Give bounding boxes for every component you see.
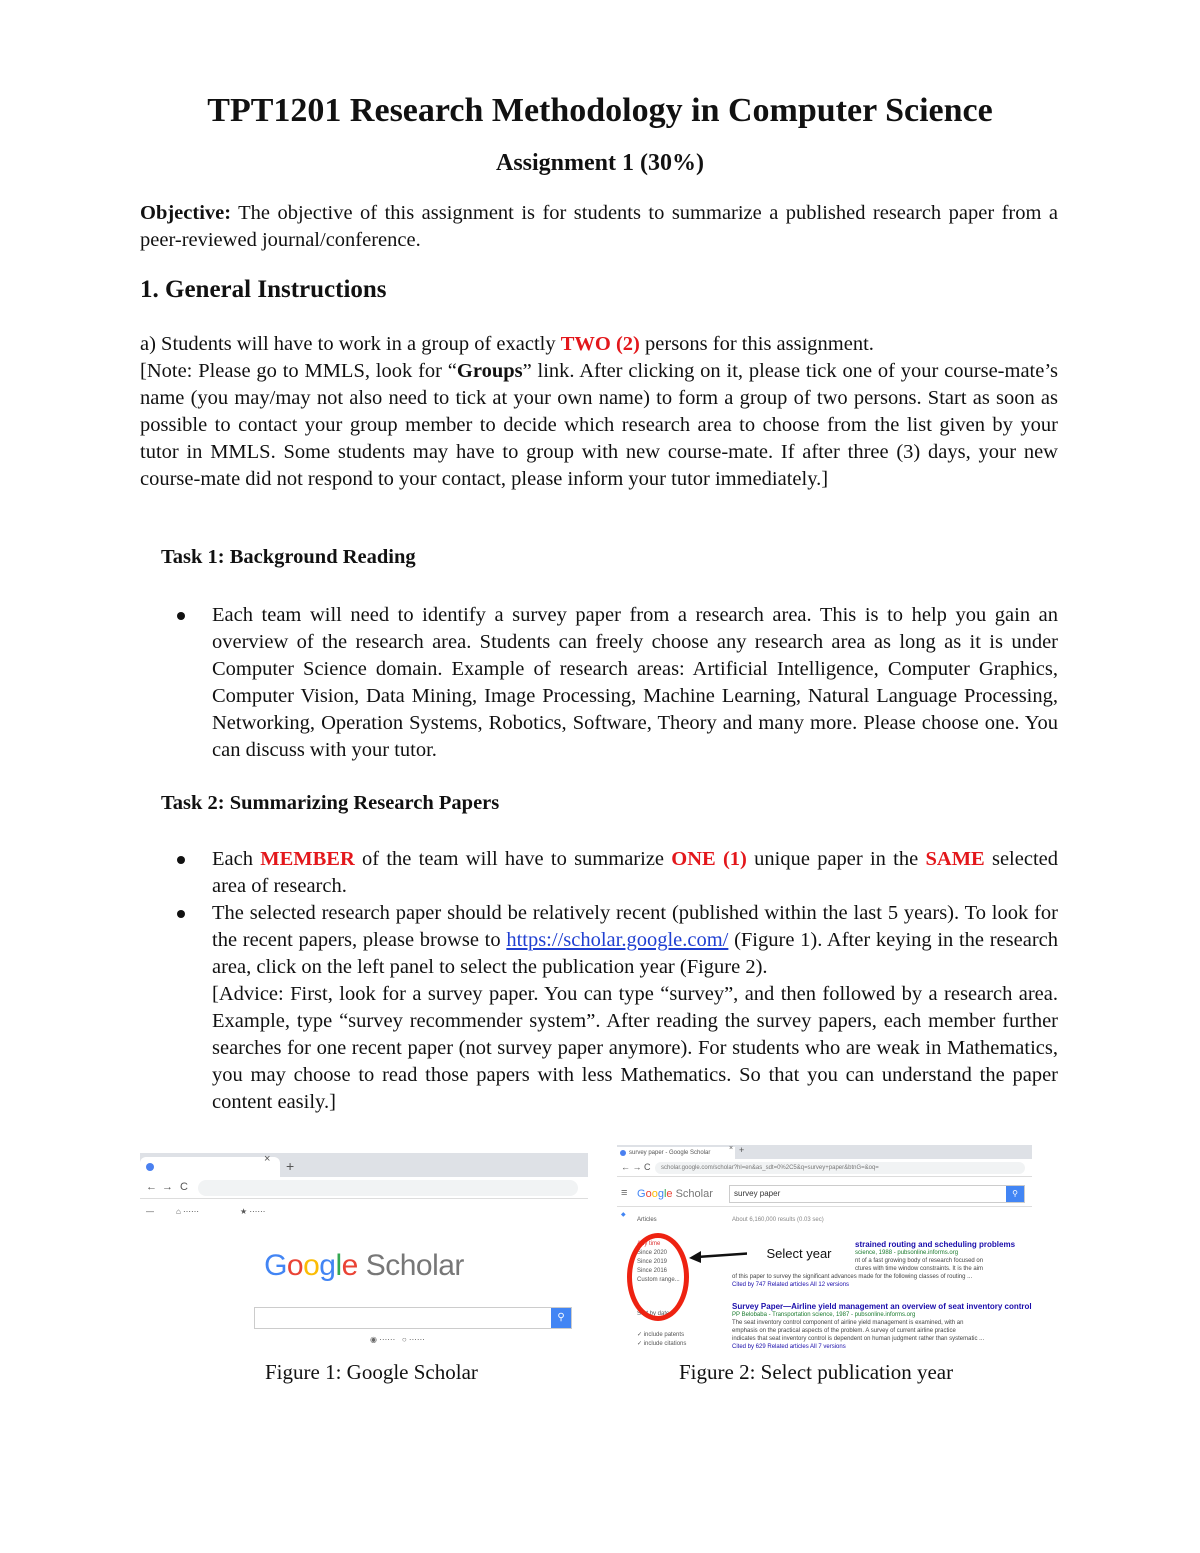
browser-tabbar <box>140 1153 588 1177</box>
page-title: TPT1201 Research Methodology in Computer Science <box>207 92 993 129</box>
side-articles: Articles <box>637 1217 657 1223</box>
task2-b2-pre: The selected research paper should be relatively recent (published within the last 5 years). To look for the recent papers, please browse to <box>212 902 1058 951</box>
figure1-caption: Figure 1: Google Scholar <box>265 1360 478 1384</box>
task1-list <box>140 602 1058 764</box>
task1-heading: Task 1: Background Reading <box>161 546 416 568</box>
task2-b1-same: SAME <box>925 848 985 870</box>
result-1: strained routing and scheduling problems science, 1988 - pubsonline.informs.org nt of a fast growing body of research focused on ctures with time window constraints. It is the aim <box>855 1240 1016 1272</box>
navigation-icons: ← → C <box>621 1162 651 1172</box>
browser-tab: survey paper - Google Scholar <box>617 1147 735 1159</box>
task2-b1-post: selected area of research. <box>212 848 1058 897</box>
instructions-paragraph <box>140 331 1058 493</box>
close-icon: × <box>729 1145 734 1152</box>
scholar-favicon-icon <box>620 1150 626 1156</box>
list-item <box>140 900 1058 1116</box>
objective-paragraph <box>140 200 1058 254</box>
figure2-caption: Figure 2: Select publication year <box>679 1360 954 1384</box>
url-field <box>198 1180 578 1196</box>
forward-icon: → <box>162 1181 173 1193</box>
library-icon: ★ ⋯⋯ <box>240 1207 266 1216</box>
task2-list <box>140 846 1058 1116</box>
url-field: scholar.google.com/scholar?hl=en&as_sdt=0%2C5&q=survey+paper&btnG=&oq= <box>655 1162 1025 1174</box>
result-2: Survey Paper—Airline yield management an overview of seat inventory control PP Belobaba - Transportation science, 1987 - pubsonline.informs.org The seat inventory control component of airline yield management is examined, with an emphasis on the practical aspects of the problem. A survey of current airline practice indicates that seat inventory control is dependent on human judgment rather than systematic ... Cited by 629 Related articles All 7 versions <box>732 1302 1032 1350</box>
scholar-search-input <box>254 1307 572 1329</box>
google-scholar-logo: Google Scholar <box>637 1188 713 1200</box>
browser-address-bar <box>140 1177 588 1199</box>
bullet-icon <box>177 612 185 620</box>
results-count: About 6,160,000 results (0.03 sec) <box>732 1217 824 1223</box>
include-patents: ✓ include patents <box>637 1332 685 1338</box>
search-scope-radios: ◉ ⋯⋯ ○ ⋯⋯ <box>370 1335 425 1344</box>
menu-icon: — <box>146 1207 154 1216</box>
reload-icon: C <box>180 1181 188 1193</box>
browser-address-bar <box>617 1159 1032 1177</box>
filter-icon: ◆ <box>621 1212 626 1218</box>
year-since-2020: Since 2020 <box>637 1250 668 1256</box>
year-any-time: Any time <box>637 1241 661 1247</box>
instructions-a-post: persons for this assignment. <box>639 333 874 355</box>
task2-b1-mid2: unique paper in the <box>746 848 926 870</box>
instructions-a-highlight: TWO (2) <box>560 333 640 355</box>
search-icon: ⚲ <box>551 1308 571 1328</box>
figure1-screenshot <box>140 1153 588 1363</box>
browser-tabbar <box>617 1145 1032 1159</box>
list-item <box>140 846 1058 900</box>
scholar-search-input: survey paper ⚲ <box>729 1185 1025 1203</box>
result-1-snippet: of this paper to survey the significant advances made for the following classes of routing ... Cited by 747 Related articles All 12 versions <box>732 1274 973 1288</box>
task2-b1-one: ONE (1) <box>671 848 747 870</box>
instructions-note-pre: [Note: Please go to MMLS, look for “ <box>140 360 457 382</box>
task2-b1-member: MEMBER <box>260 848 355 870</box>
list-item <box>140 602 1058 764</box>
instructions-a-pre: a) Students will have to work in a group of exactly <box>140 333 561 355</box>
profile-icon: ⌂ ⋯⋯ <box>176 1207 200 1216</box>
objective-text: The objective of this assignment is for students to summarize a published research paper from a peer-reviewed journal/conference. <box>140 202 1058 251</box>
google-scholar-logo: Google Scholar <box>264 1249 464 1282</box>
back-icon: ← <box>146 1181 157 1193</box>
task2-b2-post: (Figure 1). After keying in the research area, click on the left panel to select the publication year (Figure 2). <box>212 929 1058 978</box>
task1-bullet-text: Each team will need to identify a survey paper from a research area. This is to help you gain an overview of the research area. Students can freely choose any research area as long as it is under Computer Science domain. Example of research areas: Artificial Intelligence, Computer Graphics, Computer Vision, Data Mining, Image Processing, Machine Learning, Natural Language Processing, Networking, Operation Systems, Robotics, Software, Theory and many more. Please choose one. You can discuss with your tutor. <box>212 604 1058 761</box>
task2-b1-mid1: of the team will have to summarize <box>354 848 672 870</box>
task2-b1-pre: Each <box>212 848 261 870</box>
new-tab-icon: + <box>739 1145 745 1155</box>
section-heading-general-instructions: 1. General Instructions <box>140 276 387 303</box>
new-tab-icon: + <box>286 1158 295 1174</box>
select-year-callout: Select year <box>747 1241 851 1267</box>
close-icon: × <box>264 1153 271 1165</box>
year-since-2016: Since 2016 <box>637 1268 668 1274</box>
scholar-favicon-icon <box>146 1163 154 1171</box>
search-icon: ⚲ <box>1006 1186 1024 1202</box>
task2-advice: [Advice: First, look for a survey paper. You can type “survey”, and then followed by a research area. Example, type “survey recommender system”. After reading the survey papers, each member further searches for one recent paper (not survey paper anymore). For students who are weak in Mathematics, you may choose to read those papers with less Mathematics. So that you can understand the paper content easily.] <box>212 983 1058 1113</box>
scholar-search-bar <box>617 1181 1032 1207</box>
highlight-circle <box>627 1233 689 1321</box>
sort-by-date: Sort by date <box>637 1311 670 1317</box>
year-since-2019: Since 2019 <box>637 1259 668 1265</box>
page-subtitle: Assignment 1 (30%) <box>496 150 704 176</box>
objective-label: Objective: <box>140 202 232 224</box>
instructions-note-post: ” link. After clicking on it, please tick one of your course-mate’s name (you may/may not also need to tick at your own name) to form a group of two persons. Start as soon as possible to contact your group member to decide which research area to choose from the list given by your tutor in MMLS. Some students may have to group with new course-mate. If after three (3) days, your new course-mate did not respond to your contact, please inform your tutor immediately.] <box>140 360 1059 490</box>
bullet-icon <box>177 856 185 864</box>
figure2-screenshot <box>617 1145 1032 1360</box>
year-custom-range: Custom range... <box>637 1277 680 1283</box>
browser-tab <box>140 1157 280 1177</box>
instructions-note-groups: Groups <box>456 360 523 382</box>
menu-icon: ≡ <box>621 1187 628 1199</box>
task2-heading: Task 2: Summarizing Research Papers <box>161 792 500 814</box>
scholar-link[interactable]: https://scholar.google.com/ <box>506 929 729 951</box>
include-citations: ✓ include citations <box>637 1341 687 1347</box>
bullet-icon <box>177 910 185 918</box>
